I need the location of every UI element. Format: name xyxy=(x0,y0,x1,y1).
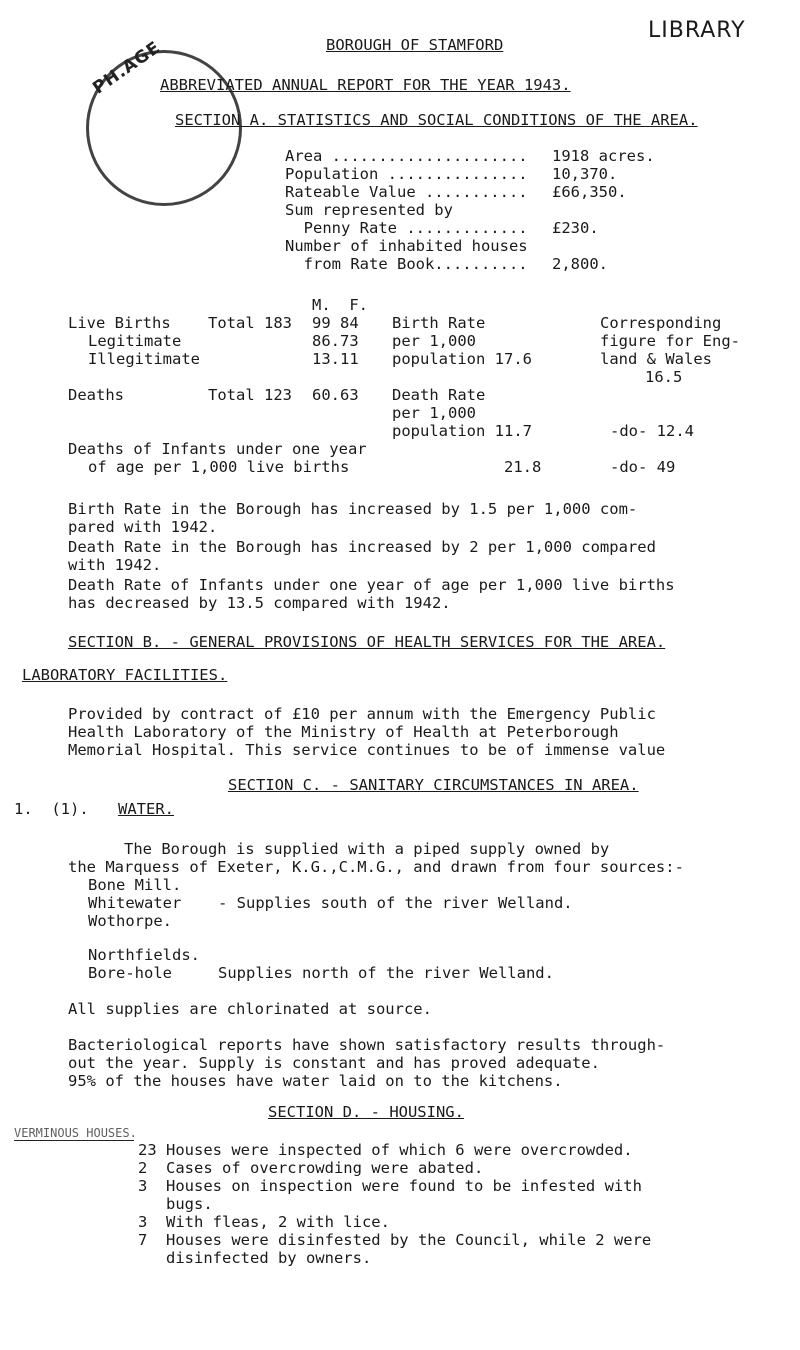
live-births-label: Live Births xyxy=(68,314,171,332)
legitimate-mf: 86.73 xyxy=(312,332,359,350)
bacteriological-line: 95% of the houses have water laid on to the kitchens. xyxy=(68,1072,563,1090)
deaths-label: Deaths xyxy=(68,386,124,404)
mf-header: M. F. xyxy=(312,296,368,314)
source-note: - Supplies south of the river Welland. xyxy=(218,894,573,912)
corresponding-label: Corresponding xyxy=(600,314,722,332)
housing-line: disinfected by owners. xyxy=(138,1249,372,1267)
per-1000-birth: per 1,000 xyxy=(392,332,476,350)
stat-ratebook-value: 2,800. xyxy=(552,255,608,273)
margin-rule xyxy=(14,1140,134,1141)
infant-deaths-line2: of age per 1,000 live births xyxy=(88,458,350,476)
housing-line: 3 Houses on inspection were found to be infested with xyxy=(138,1177,642,1195)
source-name: Whitewater xyxy=(88,894,182,912)
deaths-mf: 60.63 xyxy=(312,386,359,404)
bacteriological-line: Bacteriological reports have shown satisfactory results through- xyxy=(68,1036,666,1054)
laboratory-line: Memorial Hospital. This service continues to be of immense value xyxy=(68,741,666,759)
bacteriological-line: out the year. Supply is constant and has proved adequate. xyxy=(68,1054,600,1072)
infant-death-rate: 21.8 xyxy=(504,458,542,476)
england-wales-label: land & Wales xyxy=(600,350,712,368)
stat-rateable-value: £66,350. xyxy=(552,183,627,201)
figure-for-label: figure for Eng- xyxy=(600,332,740,350)
deaths-total: Total 123 xyxy=(208,386,292,404)
library-stamp-text: LIBRARY xyxy=(648,18,746,43)
comparison-line: Death Rate of Infants under one year of age per 1,000 live births xyxy=(68,576,675,594)
stat-ratebook-label: from Rate Book.......... xyxy=(285,255,528,273)
source-note: Supplies north of the river Welland. xyxy=(218,964,554,982)
report-title: ABBREVIATED ANNUAL REPORT FOR THE YEAR 1943. xyxy=(160,76,571,94)
stat-population-label: Population ............... xyxy=(285,165,528,183)
stat-rateable-label: Rateable Value ........... xyxy=(285,183,528,201)
stat-penny-label: Penny Rate ............. xyxy=(285,219,528,237)
per-1000-death: per 1,000 xyxy=(392,404,476,422)
england-infant-rate: -do- 49 xyxy=(610,458,676,476)
death-rate-label: Death Rate xyxy=(392,386,486,404)
stat-penny-value: £230. xyxy=(552,219,599,237)
stat-sum-label: Sum represented by xyxy=(285,201,453,219)
england-death-rate: -do- 12.4 xyxy=(610,422,694,440)
housing-line: 2 Cases of overcrowding were abated. xyxy=(138,1159,484,1177)
source-name: Northfields. xyxy=(88,946,200,964)
source-name: Bone Mill. xyxy=(88,876,182,894)
birth-rate-label: Birth Rate xyxy=(392,314,486,332)
water-heading: WATER. xyxy=(118,800,174,818)
source-name: Wothorpe. xyxy=(88,912,172,930)
stat-area-label: Area ..................... xyxy=(285,147,528,165)
illegitimate-mf: 13.11 xyxy=(312,350,359,368)
housing-line: bugs. xyxy=(138,1195,213,1213)
comparison-line: Death Rate in the Borough has increased by 2 per 1,000 compared xyxy=(68,538,656,556)
chlorinated-note: All supplies are chlorinated at source. xyxy=(68,1000,432,1018)
live-births-mf: 99 84 xyxy=(312,314,359,332)
laboratory-heading: LABORATORY FACILITIES. xyxy=(22,666,228,684)
item-number: 1. (1). xyxy=(14,800,89,818)
supply-line: the Marquess of Exeter, K.G.,C.M.G., and drawn from four sources:- xyxy=(68,858,684,876)
housing-line: 7 Houses were disinfested by the Council, while 2 were xyxy=(138,1231,652,1249)
live-births-total: Total 183 xyxy=(208,314,292,332)
infant-deaths-line1: Deaths of Infants under one year xyxy=(68,440,367,458)
england-birth-rate: 16.5 xyxy=(645,368,683,386)
section-a-heading: SECTION A. STATISTICS AND SOCIAL CONDITIONS OF THE AREA. xyxy=(175,111,698,129)
laboratory-line: Provided by contract of £10 per annum with the Emergency Public xyxy=(68,705,656,723)
comparison-line: Birth Rate in the Borough has increased by 1.5 per 1,000 com- xyxy=(68,500,638,518)
housing-line: 3 With fleas, 2 with lice. xyxy=(138,1213,390,1231)
birth-population-rate: population 17.6 xyxy=(392,350,532,368)
stamp-text: PH.AGE xyxy=(89,37,165,99)
comparison-line: has decreased by 13.5 compared with 1942. xyxy=(68,594,451,612)
laboratory-line: Health Laboratory of the Ministry of Health at Peterborough xyxy=(68,723,619,741)
comparison-line: pared with 1942. xyxy=(68,518,218,536)
stat-houses-label: Number of inhabited houses xyxy=(285,237,528,255)
death-population-rate: population 11.7 xyxy=(392,422,532,440)
section-d-heading: SECTION D. - HOUSING. xyxy=(268,1103,464,1121)
section-c-heading: SECTION C. - SANITARY CIRCUMSTANCES IN AREA. xyxy=(228,776,639,794)
legitimate-label: Legitimate xyxy=(88,332,182,350)
stat-population-value: 10,370. xyxy=(552,165,618,183)
source-name: Bore-hole xyxy=(88,964,172,982)
supply-line: The Borough is supplied with a piped supply owned by xyxy=(68,840,610,858)
stat-area-value: 1918 acres. xyxy=(552,147,655,165)
housing-line: 23 Houses were inspected of which 6 were overcrowded. xyxy=(138,1141,633,1159)
comparison-line: with 1942. xyxy=(68,556,162,574)
borough-title: BOROUGH OF STAMFORD xyxy=(326,36,504,54)
verminous-houses-note: VERMINOUS HOUSES. xyxy=(14,1126,137,1140)
section-b-heading: SECTION B. - GENERAL PROVISIONS OF HEALTH SERVICES FOR THE AREA. xyxy=(68,633,666,651)
illegitimate-label: Illegitimate xyxy=(88,350,200,368)
